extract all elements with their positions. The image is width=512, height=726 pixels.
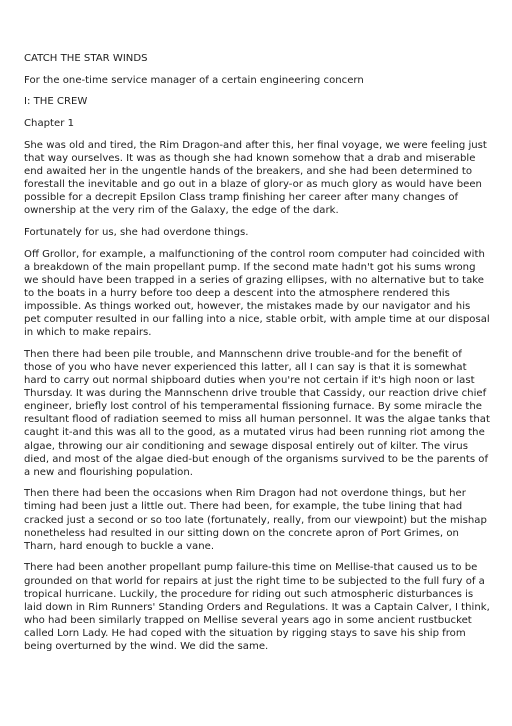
chapter-heading: Chapter 1 bbox=[24, 118, 74, 130]
paragraph: Off Grollor, for example, a malfunctioning of the control room computer had coincided with a breakdown of the main propellant pump. If the second mate hadn't got his sums wrong we should have been trapped in a series of grazing ellipses, with no alternative but to take to the boats in a hurry before too deep a descent into the atmosphere rendered this impossible. As things worked out, however, the mistakes made by our navigator and his pet computer resulted in our falling into a nice, stable orbit, with ample time at our disposal in which to make repairs. bbox=[24, 248, 490, 339]
paragraph: She was old and tired, the Rim Dragon-and after this, her final voyage, we were feeling just that way ourselves. It was as though she had known somehow that a drab and miserable end awaited her in the ungentle hands of the breakers, and she had been determined to forestall the inevitable and go out in a blaze of glory-or as much glory as would have been possible for a decrepit Epsilon Class tramp finishing her career after many changes of ownership at the very rim of the Galaxy, the edge of the dark. bbox=[24, 139, 487, 217]
document-page bbox=[24, 52, 490, 662]
paragraph: There had been another propellant pump failure-this time on Mellise-that caused us to be grounded on that world for repairs at just the right time to be subjected to the full fury of a tropical hurricane. Luckily, the procedure for riding out such atmospheric disturbances is laid down in Rim Runners' Standing Orders and Regulations. It was a Captain Calver, I think, who had been similarly trapped on Mellise several years ago in some ancient rustbucket called Lorn Lady. He had coped with the situation by rigging stays to save his ship from being overturned by the wind. We did the same. bbox=[24, 562, 490, 652]
paragraph: Fortunately for us, she had overdone things. bbox=[24, 226, 249, 238]
paragraph: Then there had been pile trouble, and Mannschenn drive trouble-and for the benefit of those of you who have never experienced this latter, all I can say is that it is somewhat hard to carry out normal shipboard duties when you're not certain if it's high noon or last Thursday. It was during the Mannschenn drive trouble that Cassidy, our reaction drive chief engineer, briefly lost control of his temperamental fissioning furnace. By some miracle the resultant flood of radiation seemed to miss all human personnel. It was the algae tanks that caught it-and this was all to the good, as a mutated virus had been running riot among the algae, throwing our air conditioning and sewage disposal entirely out of kilter. The virus died, and most of the algae died-but enough of the organisms survived to be the parents of a new and flourishing population. bbox=[24, 348, 490, 478]
dedication: For the one-time service manager of a certain engineering concern bbox=[24, 74, 364, 86]
document-title: CATCH THE STAR WINDS bbox=[24, 53, 148, 64]
part-heading: I: THE CREW bbox=[24, 96, 88, 108]
paragraph: Then there had been the occasions when Rim Dragon had not overdone things, but her timing had been just a little out. There had been, for example, the tube lining that had cracked just a second or so too late (fortunately, really, from our viewpoint) but the mishap nonetheless had resulted in our sitting down on the concrete apron of Port Grimes, on Tharn, hard enough to buckle a vane. bbox=[24, 488, 487, 552]
